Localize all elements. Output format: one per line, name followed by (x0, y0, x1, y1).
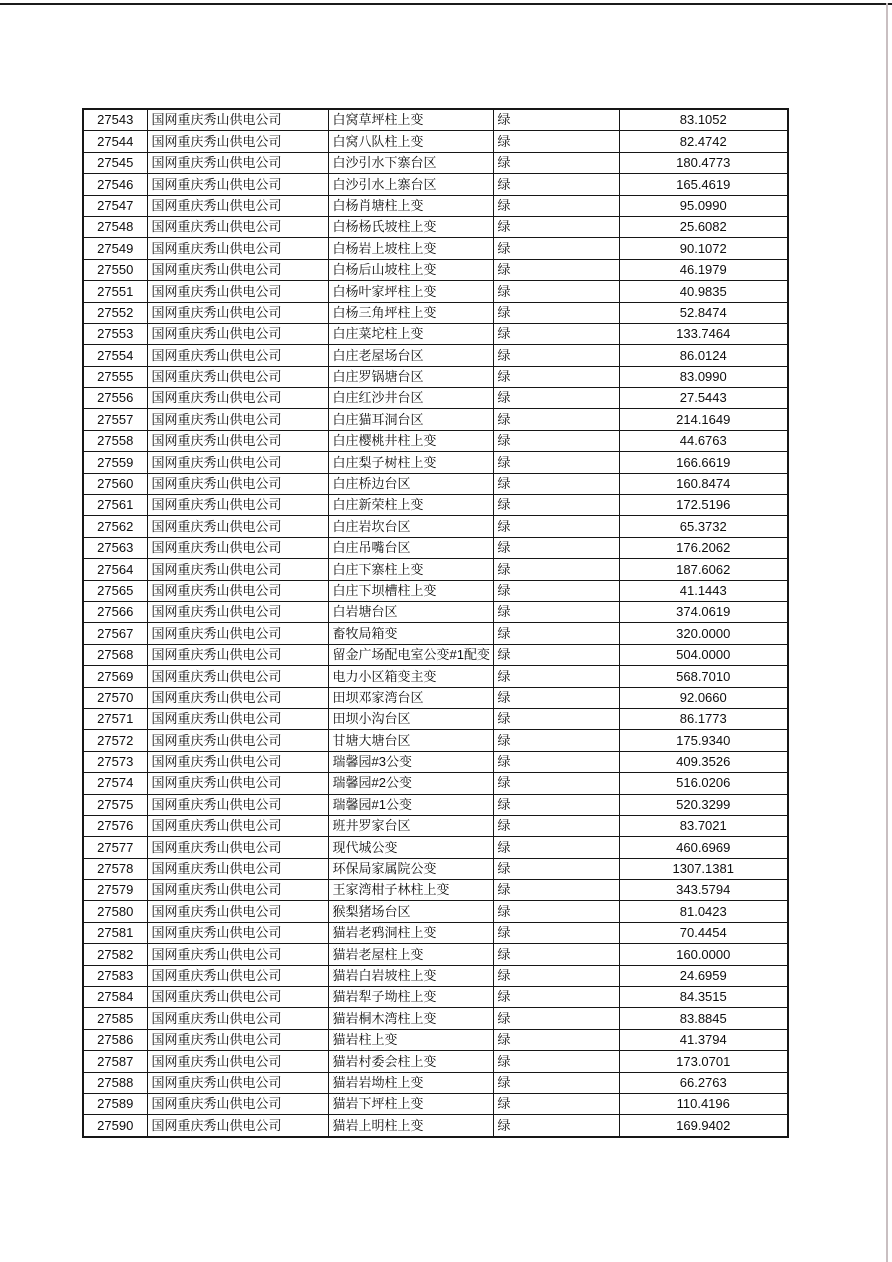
row-id-cell: 27560 (83, 473, 147, 494)
table-row (83, 174, 788, 195)
company-cell: 国网重庆秀山供电公司 (147, 388, 328, 409)
station-name-cell: 白岩塘台区 (328, 601, 493, 622)
value-cell: 52.8474 (619, 302, 788, 323)
table-row (83, 152, 788, 173)
value-cell: 166.6619 (619, 452, 788, 473)
row-id-cell: 27577 (83, 837, 147, 858)
station-name-cell: 瑞馨园#1公变 (328, 794, 493, 815)
company-cell: 国网重庆秀山供电公司 (147, 238, 328, 259)
table-row (83, 1093, 788, 1114)
company-cell: 国网重庆秀山供电公司 (147, 666, 328, 687)
row-id-cell: 27582 (83, 944, 147, 965)
station-name-cell: 白庄吊嘴台区 (328, 537, 493, 558)
status-cell: 绿 (493, 901, 619, 922)
value-cell: 160.8474 (619, 473, 788, 494)
station-name-cell: 白庄樱桃井柱上变 (328, 430, 493, 451)
value-cell: 160.0000 (619, 944, 788, 965)
row-id-cell: 27555 (83, 366, 147, 387)
status-cell: 绿 (493, 666, 619, 687)
row-id-cell: 27568 (83, 644, 147, 665)
status-cell: 绿 (493, 323, 619, 344)
station-name-cell: 白沙引水上寨台区 (328, 174, 493, 195)
company-cell: 国网重庆秀山供电公司 (147, 259, 328, 280)
table-row (83, 366, 788, 387)
station-name-cell: 白庄猫耳洞台区 (328, 409, 493, 430)
value-cell: 65.3732 (619, 516, 788, 537)
status-cell: 绿 (493, 794, 619, 815)
company-cell: 国网重庆秀山供电公司 (147, 687, 328, 708)
company-cell: 国网重庆秀山供电公司 (147, 302, 328, 323)
status-cell: 绿 (493, 944, 619, 965)
station-name-cell: 白庄红沙井台区 (328, 388, 493, 409)
company-cell: 国网重庆秀山供电公司 (147, 944, 328, 965)
table-row (83, 794, 788, 815)
value-cell: 173.0701 (619, 1051, 788, 1072)
table-row (83, 430, 788, 451)
company-cell: 国网重庆秀山供电公司 (147, 644, 328, 665)
status-cell: 绿 (493, 473, 619, 494)
page-top-rule (0, 3, 892, 5)
table-row (83, 922, 788, 943)
status-cell: 绿 (493, 238, 619, 259)
status-cell: 绿 (493, 174, 619, 195)
row-id-cell: 27575 (83, 794, 147, 815)
table-row (83, 238, 788, 259)
row-id-cell: 27550 (83, 259, 147, 280)
station-name-cell: 猫岩岩坳柱上变 (328, 1072, 493, 1093)
row-id-cell: 27586 (83, 1029, 147, 1050)
table-row (83, 666, 788, 687)
station-name-cell: 白杨岩上坡柱上变 (328, 238, 493, 259)
row-id-cell: 27557 (83, 409, 147, 430)
table-row (83, 644, 788, 665)
value-cell: 25.6082 (619, 216, 788, 237)
row-id-cell: 27556 (83, 388, 147, 409)
status-cell: 绿 (493, 195, 619, 216)
value-cell: 520.3299 (619, 794, 788, 815)
row-id-cell: 27583 (83, 965, 147, 986)
table-row (83, 687, 788, 708)
row-id-cell: 27558 (83, 430, 147, 451)
table-row (83, 473, 788, 494)
row-id-cell: 27572 (83, 730, 147, 751)
status-cell: 绿 (493, 987, 619, 1008)
row-id-cell: 27584 (83, 987, 147, 1008)
status-cell: 绿 (493, 687, 619, 708)
value-cell: 24.6959 (619, 965, 788, 986)
company-cell: 国网重庆秀山供电公司 (147, 131, 328, 152)
company-cell: 国网重庆秀山供电公司 (147, 1093, 328, 1114)
table-row (83, 216, 788, 237)
value-cell: 374.0619 (619, 601, 788, 622)
value-cell: 83.8845 (619, 1008, 788, 1029)
station-name-cell: 白庄新荣柱上变 (328, 495, 493, 516)
value-cell: 83.0990 (619, 366, 788, 387)
row-id-cell: 27585 (83, 1008, 147, 1029)
status-cell: 绿 (493, 708, 619, 729)
status-cell: 绿 (493, 131, 619, 152)
station-name-cell: 现代城公变 (328, 837, 493, 858)
value-cell: 86.1773 (619, 708, 788, 729)
station-name-cell: 白沙引水下寨台区 (328, 152, 493, 173)
company-cell: 国网重庆秀山供电公司 (147, 794, 328, 815)
row-id-cell: 27574 (83, 773, 147, 794)
company-cell: 国网重庆秀山供电公司 (147, 815, 328, 836)
status-cell: 绿 (493, 1008, 619, 1029)
company-cell: 国网重庆秀山供电公司 (147, 1051, 328, 1072)
status-cell: 绿 (493, 623, 619, 644)
company-cell: 国网重庆秀山供电公司 (147, 1072, 328, 1093)
station-name-cell: 白庄岩坎台区 (328, 516, 493, 537)
value-cell: 460.6969 (619, 837, 788, 858)
value-cell: 40.9835 (619, 281, 788, 302)
row-id-cell: 27566 (83, 601, 147, 622)
row-id-cell: 27570 (83, 687, 147, 708)
row-id-cell: 27546 (83, 174, 147, 195)
company-cell: 国网重庆秀山供电公司 (147, 109, 328, 131)
status-cell: 绿 (493, 922, 619, 943)
station-name-cell: 瑞馨园#2公变 (328, 773, 493, 794)
company-cell: 国网重庆秀山供电公司 (147, 195, 328, 216)
status-cell: 绿 (493, 495, 619, 516)
value-cell: 214.1649 (619, 409, 788, 430)
row-id-cell: 27544 (83, 131, 147, 152)
value-cell: 169.9402 (619, 1115, 788, 1137)
table-row (83, 537, 788, 558)
station-name-cell: 白窝八队柱上变 (328, 131, 493, 152)
status-cell: 绿 (493, 837, 619, 858)
value-cell: 516.0206 (619, 773, 788, 794)
table-row (83, 773, 788, 794)
company-cell: 国网重庆秀山供电公司 (147, 708, 328, 729)
row-id-cell: 27576 (83, 815, 147, 836)
status-cell: 绿 (493, 516, 619, 537)
company-cell: 国网重庆秀山供电公司 (147, 773, 328, 794)
station-status-table (82, 108, 789, 1138)
status-cell: 绿 (493, 730, 619, 751)
status-cell: 绿 (493, 259, 619, 280)
value-cell: 92.0660 (619, 687, 788, 708)
company-cell: 国网重庆秀山供电公司 (147, 345, 328, 366)
value-cell: 46.1979 (619, 259, 788, 280)
status-cell: 绿 (493, 1051, 619, 1072)
table-row (83, 388, 788, 409)
value-cell: 1307.1381 (619, 858, 788, 879)
company-cell: 国网重庆秀山供电公司 (147, 152, 328, 173)
station-name-cell: 白庄桥边台区 (328, 473, 493, 494)
value-cell: 41.1443 (619, 580, 788, 601)
row-id-cell: 27567 (83, 623, 147, 644)
company-cell: 国网重庆秀山供电公司 (147, 580, 328, 601)
value-cell: 86.0124 (619, 345, 788, 366)
table-row (83, 323, 788, 344)
status-cell: 绿 (493, 1115, 619, 1137)
station-name-cell: 白窝草坪柱上变 (328, 109, 493, 131)
row-id-cell: 27548 (83, 216, 147, 237)
table-row (83, 195, 788, 216)
company-cell: 国网重庆秀山供电公司 (147, 473, 328, 494)
status-cell: 绿 (493, 773, 619, 794)
station-name-cell: 白庄下坝槽柱上变 (328, 580, 493, 601)
station-name-cell: 留金广场配电室公变#1配变 (328, 644, 493, 665)
table-row (83, 730, 788, 751)
status-cell: 绿 (493, 281, 619, 302)
table-row (83, 580, 788, 601)
value-cell: 83.1052 (619, 109, 788, 131)
table-row (83, 131, 788, 152)
row-id-cell: 27549 (83, 238, 147, 259)
station-name-cell: 猫岩上明柱上变 (328, 1115, 493, 1137)
row-id-cell: 27554 (83, 345, 147, 366)
table-row (83, 1115, 788, 1137)
row-id-cell: 27565 (83, 580, 147, 601)
value-cell: 66.2763 (619, 1072, 788, 1093)
station-name-cell: 猫岩柱上变 (328, 1029, 493, 1050)
value-cell: 176.2062 (619, 537, 788, 558)
station-name-cell: 甘塘大塘台区 (328, 730, 493, 751)
station-name-cell: 环保局家属院公变 (328, 858, 493, 879)
value-cell: 504.0000 (619, 644, 788, 665)
station-name-cell: 白杨杨氏坡柱上变 (328, 216, 493, 237)
value-cell: 83.7021 (619, 815, 788, 836)
table-row (83, 302, 788, 323)
company-cell: 国网重庆秀山供电公司 (147, 452, 328, 473)
value-cell: 82.4742 (619, 131, 788, 152)
company-cell: 国网重庆秀山供电公司 (147, 537, 328, 558)
row-id-cell: 27590 (83, 1115, 147, 1137)
status-cell: 绿 (493, 388, 619, 409)
table-row (83, 944, 788, 965)
row-id-cell: 27563 (83, 537, 147, 558)
status-cell: 绿 (493, 216, 619, 237)
station-name-cell: 白庄梨子树柱上变 (328, 452, 493, 473)
row-id-cell: 27589 (83, 1093, 147, 1114)
value-cell: 27.5443 (619, 388, 788, 409)
table-row (83, 708, 788, 729)
row-id-cell: 27588 (83, 1072, 147, 1093)
status-cell: 绿 (493, 345, 619, 366)
row-id-cell: 27581 (83, 922, 147, 943)
status-cell: 绿 (493, 880, 619, 901)
status-cell: 绿 (493, 452, 619, 473)
table-row (83, 623, 788, 644)
station-name-cell: 白庄罗锅塘台区 (328, 366, 493, 387)
status-cell: 绿 (493, 751, 619, 772)
status-cell: 绿 (493, 965, 619, 986)
status-cell: 绿 (493, 430, 619, 451)
status-cell: 绿 (493, 1029, 619, 1050)
status-cell: 绿 (493, 559, 619, 580)
table-row (83, 751, 788, 772)
company-cell: 国网重庆秀山供电公司 (147, 516, 328, 537)
station-name-cell: 白杨后山坡柱上变 (328, 259, 493, 280)
table-row (83, 1008, 788, 1029)
row-id-cell: 27545 (83, 152, 147, 173)
station-name-cell: 猫岩村委会柱上变 (328, 1051, 493, 1072)
company-cell: 国网重庆秀山供电公司 (147, 623, 328, 644)
status-cell: 绿 (493, 152, 619, 173)
row-id-cell: 27553 (83, 323, 147, 344)
table-row (83, 880, 788, 901)
table-row (83, 516, 788, 537)
station-name-cell: 猫岩犁子坳柱上变 (328, 987, 493, 1008)
company-cell: 国网重庆秀山供电公司 (147, 751, 328, 772)
company-cell: 国网重庆秀山供电公司 (147, 409, 328, 430)
table-row (83, 259, 788, 280)
table-row (83, 109, 788, 131)
station-name-cell: 白庄下寨柱上变 (328, 559, 493, 580)
status-cell: 绿 (493, 858, 619, 879)
table-row (83, 837, 788, 858)
status-cell: 绿 (493, 601, 619, 622)
company-cell: 国网重庆秀山供电公司 (147, 730, 328, 751)
row-id-cell: 27564 (83, 559, 147, 580)
value-cell: 110.4196 (619, 1093, 788, 1114)
station-name-cell: 猫岩老屋柱上变 (328, 944, 493, 965)
value-cell: 165.4619 (619, 174, 788, 195)
table-row (83, 858, 788, 879)
company-cell: 国网重庆秀山供电公司 (147, 901, 328, 922)
station-name-cell: 白杨肖塘柱上变 (328, 195, 493, 216)
value-cell: 187.6062 (619, 559, 788, 580)
value-cell: 175.9340 (619, 730, 788, 751)
status-cell: 绿 (493, 1072, 619, 1093)
company-cell: 国网重庆秀山供电公司 (147, 323, 328, 344)
row-id-cell: 27562 (83, 516, 147, 537)
table-row (83, 965, 788, 986)
company-cell: 国网重庆秀山供电公司 (147, 430, 328, 451)
row-id-cell: 27579 (83, 880, 147, 901)
status-cell: 绿 (493, 1093, 619, 1114)
table-row (83, 345, 788, 366)
company-cell: 国网重庆秀山供电公司 (147, 495, 328, 516)
station-name-cell: 白杨三角坪柱上变 (328, 302, 493, 323)
page-right-rule (886, 3, 888, 1262)
row-id-cell: 27587 (83, 1051, 147, 1072)
value-cell: 44.6763 (619, 430, 788, 451)
row-id-cell: 27547 (83, 195, 147, 216)
company-cell: 国网重庆秀山供电公司 (147, 880, 328, 901)
value-cell: 320.0000 (619, 623, 788, 644)
table-row (83, 559, 788, 580)
company-cell: 国网重庆秀山供电公司 (147, 858, 328, 879)
row-id-cell: 27543 (83, 109, 147, 131)
status-cell: 绿 (493, 302, 619, 323)
table-row (83, 1029, 788, 1050)
station-name-cell: 白杨叶家坪柱上变 (328, 281, 493, 302)
station-name-cell: 瑞馨园#3公变 (328, 751, 493, 772)
station-name-cell: 班井罗家台区 (328, 815, 493, 836)
station-name-cell: 猫岩下坪柱上变 (328, 1093, 493, 1114)
company-cell: 国网重庆秀山供电公司 (147, 965, 328, 986)
company-cell: 国网重庆秀山供电公司 (147, 987, 328, 1008)
value-cell: 180.4773 (619, 152, 788, 173)
value-cell: 343.5794 (619, 880, 788, 901)
station-name-cell: 畜牧局箱变 (328, 623, 493, 644)
row-id-cell: 27569 (83, 666, 147, 687)
table-row (83, 815, 788, 836)
station-name-cell: 田坝邓家湾台区 (328, 687, 493, 708)
table-row (83, 901, 788, 922)
status-cell: 绿 (493, 644, 619, 665)
company-cell: 国网重庆秀山供电公司 (147, 1008, 328, 1029)
station-name-cell: 猫岩白岩坡柱上变 (328, 965, 493, 986)
station-name-cell: 猴梨猪场台区 (328, 901, 493, 922)
value-cell: 81.0423 (619, 901, 788, 922)
value-cell: 172.5196 (619, 495, 788, 516)
station-name-cell: 白庄老屋场台区 (328, 345, 493, 366)
table-row (83, 987, 788, 1008)
status-cell: 绿 (493, 537, 619, 558)
value-cell: 41.3794 (619, 1029, 788, 1050)
row-id-cell: 27571 (83, 708, 147, 729)
company-cell: 国网重庆秀山供电公司 (147, 559, 328, 580)
station-name-cell: 田坝小沟台区 (328, 708, 493, 729)
company-cell: 国网重庆秀山供电公司 (147, 174, 328, 195)
value-cell: 90.1072 (619, 238, 788, 259)
company-cell: 国网重庆秀山供电公司 (147, 837, 328, 858)
table-row (83, 601, 788, 622)
status-cell: 绿 (493, 580, 619, 601)
row-id-cell: 27578 (83, 858, 147, 879)
status-cell: 绿 (493, 815, 619, 836)
status-cell: 绿 (493, 366, 619, 387)
station-name-cell: 电力小区箱变主变 (328, 666, 493, 687)
value-cell: 84.3515 (619, 987, 788, 1008)
row-id-cell: 27551 (83, 281, 147, 302)
company-cell: 国网重庆秀山供电公司 (147, 216, 328, 237)
value-cell: 70.4454 (619, 922, 788, 943)
table-row (83, 409, 788, 430)
table-row (83, 1051, 788, 1072)
status-cell: 绿 (493, 109, 619, 131)
row-id-cell: 27559 (83, 452, 147, 473)
company-cell: 国网重庆秀山供电公司 (147, 922, 328, 943)
company-cell: 国网重庆秀山供电公司 (147, 366, 328, 387)
station-name-cell: 白庄菜坨柱上变 (328, 323, 493, 344)
row-id-cell: 27552 (83, 302, 147, 323)
value-cell: 95.0990 (619, 195, 788, 216)
row-id-cell: 27580 (83, 901, 147, 922)
table-body (83, 109, 788, 1137)
company-cell: 国网重庆秀山供电公司 (147, 1029, 328, 1050)
company-cell: 国网重庆秀山供电公司 (147, 281, 328, 302)
status-cell: 绿 (493, 409, 619, 430)
row-id-cell: 27561 (83, 495, 147, 516)
station-name-cell: 猫岩桐木湾柱上变 (328, 1008, 493, 1029)
station-name-cell: 王家湾柑子林柱上变 (328, 880, 493, 901)
row-id-cell: 27573 (83, 751, 147, 772)
value-cell: 568.7010 (619, 666, 788, 687)
table-row (83, 1072, 788, 1093)
table-row (83, 452, 788, 473)
value-cell: 133.7464 (619, 323, 788, 344)
table-row (83, 495, 788, 516)
table-row (83, 281, 788, 302)
value-cell: 409.3526 (619, 751, 788, 772)
company-cell: 国网重庆秀山供电公司 (147, 601, 328, 622)
station-name-cell: 猫岩老鸦洞柱上变 (328, 922, 493, 943)
company-cell: 国网重庆秀山供电公司 (147, 1115, 328, 1137)
